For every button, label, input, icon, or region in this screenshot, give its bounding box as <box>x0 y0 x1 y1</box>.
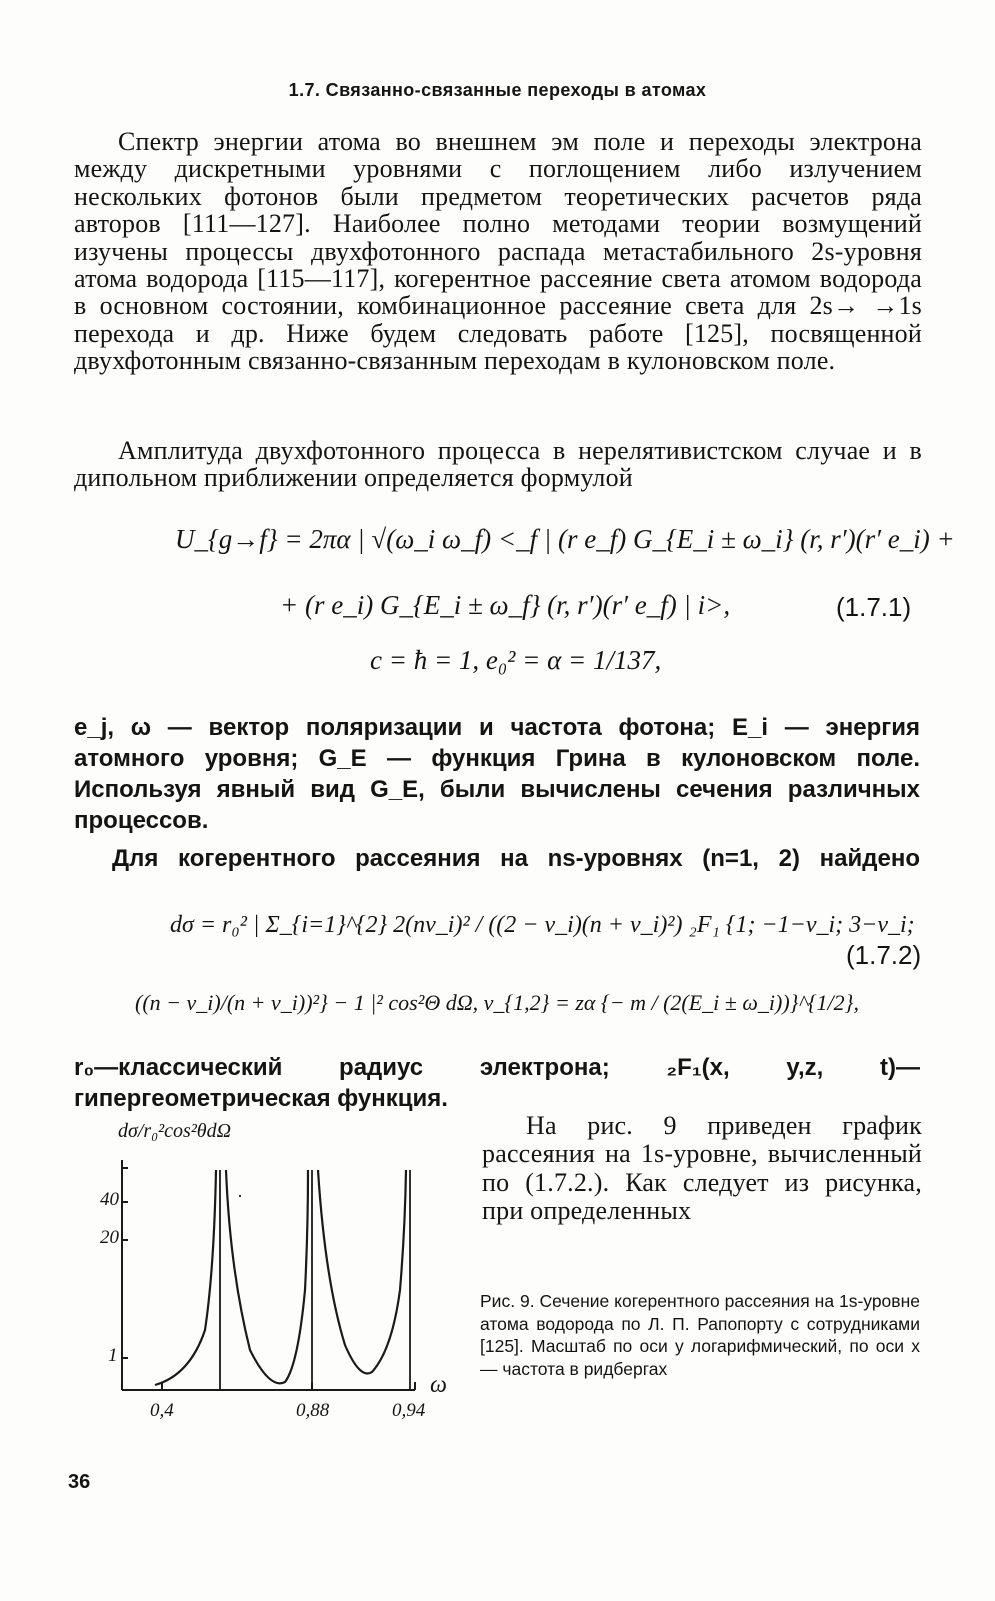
equation-number-2: (1.7.2) <box>846 940 922 970</box>
x-tick-0-94: 0,94 <box>392 1400 426 1421</box>
running-header: 1.7. Связанно-связанные переходы в атомах <box>288 80 707 100</box>
x-tick-0-4: 0,4 <box>150 1400 174 1421</box>
equation-1-7-1-line-1: U_{g→f} = 2πα | √(ω_i ω_f) <_f | (r e_f) G_{E_i ± ω_i} (r, r′)(r′ e_i) + <box>175 524 955 554</box>
curve-segment-2 <box>226 1170 308 1383</box>
curve-segment-3 <box>318 1170 406 1373</box>
paragraph-6: На рис. 9 приведен график рассеяния на 1s-уровне, вычисленный по (1.7.2.). Как следует из рисунка, при определенных <box>482 1111 922 1226</box>
y-tick-1: 1 <box>108 1345 118 1366</box>
page-number: 36 <box>68 1471 91 1493</box>
curve-segment-1 <box>155 1170 216 1385</box>
equation-number: (1.7.1) <box>836 592 912 622</box>
y-tick-40: 40 <box>100 1189 119 1210</box>
figure-plot <box>80 1150 470 1420</box>
equation-1-7-1-line-3: c = ħ = 1, e₀² = α = 1/137, <box>370 645 662 675</box>
paragraph-1: Спектр энергии атома во внешнем эм поле и переходы электрона между дискретными уровнями с поглощением либо излучением нескольких фотонов были предметом теоретических расчетов ряда авторов [111—127]. Наиболее полно методами теории возмущений изучены процессы двухфотонного распада метастабильного 2s-уровня атома водорода [115—117], когерентное рассеяние света атомом водорода в основном состоянии, комбинационное рассеяние света для 2s→ →1s перехода и др. Ниже будем следовать работе [125], посвященной двухфотонным связанно-связанным переходам в кулоновском поле. <box>74 127 922 376</box>
figure-xlabel: ω <box>430 1372 447 1398</box>
paragraph-4: Для когерентного рассеяния на ns-уровнях (n=1, 2) найдено <box>112 845 920 872</box>
x-tick-0-88: 0,88 <box>296 1400 330 1421</box>
equation-1-7-2-line-1: dσ = r₀² | Σ_{i=1}^{2} 2(nν_i)² / ((2 − ν_i)(n + ν_i)²) ₂F₁ {1; −1−ν_i; 3−ν_i; <box>170 912 915 938</box>
equation-1-7-2-line-2: ((n − ν_i)/(n + ν_i))²} − 1 |² cos²Θ dΩ, ν_{1,2} = zα {− m / (2(E_i ± ω_i))}^{1/2}, <box>135 990 859 1015</box>
paragraph-3: e_j, ω — вектор поляризации и частота фотона; E_i — энергия атомного уровня; G_E — функция Грина в кулоновском поле. Используя явный вид G_E, были вычислены сечения различных процессов. <box>74 714 920 834</box>
paragraph-5: r₀—классический радиус электрона; ₂F₁(x, y,z, t)—гипергеометрическая функция. <box>74 1054 920 1112</box>
figure-caption: Рис. 9. Сечение когерентного рассеяния на 1s-уровне атома водорода по Л. П. Рапопорту с сотрудниками [125]. Масштаб по оси y логарифмический, по оси x — частота в ридбергах <box>480 1291 920 1379</box>
equation-1-7-1-line-2: + (r e_i) G_{E_i ± ω_f} (r, r′)(r′ e_f) | i>, <box>280 590 731 620</box>
paragraph-2: Амплитуда двухфотонного процесса в нерелятивистском случае и в дипольном приближении определяется формулой <box>74 436 922 493</box>
y-tick-20: 20 <box>100 1227 119 1248</box>
figure-ylabel: dσ/r₀²cos²θdΩ <box>118 1120 232 1142</box>
